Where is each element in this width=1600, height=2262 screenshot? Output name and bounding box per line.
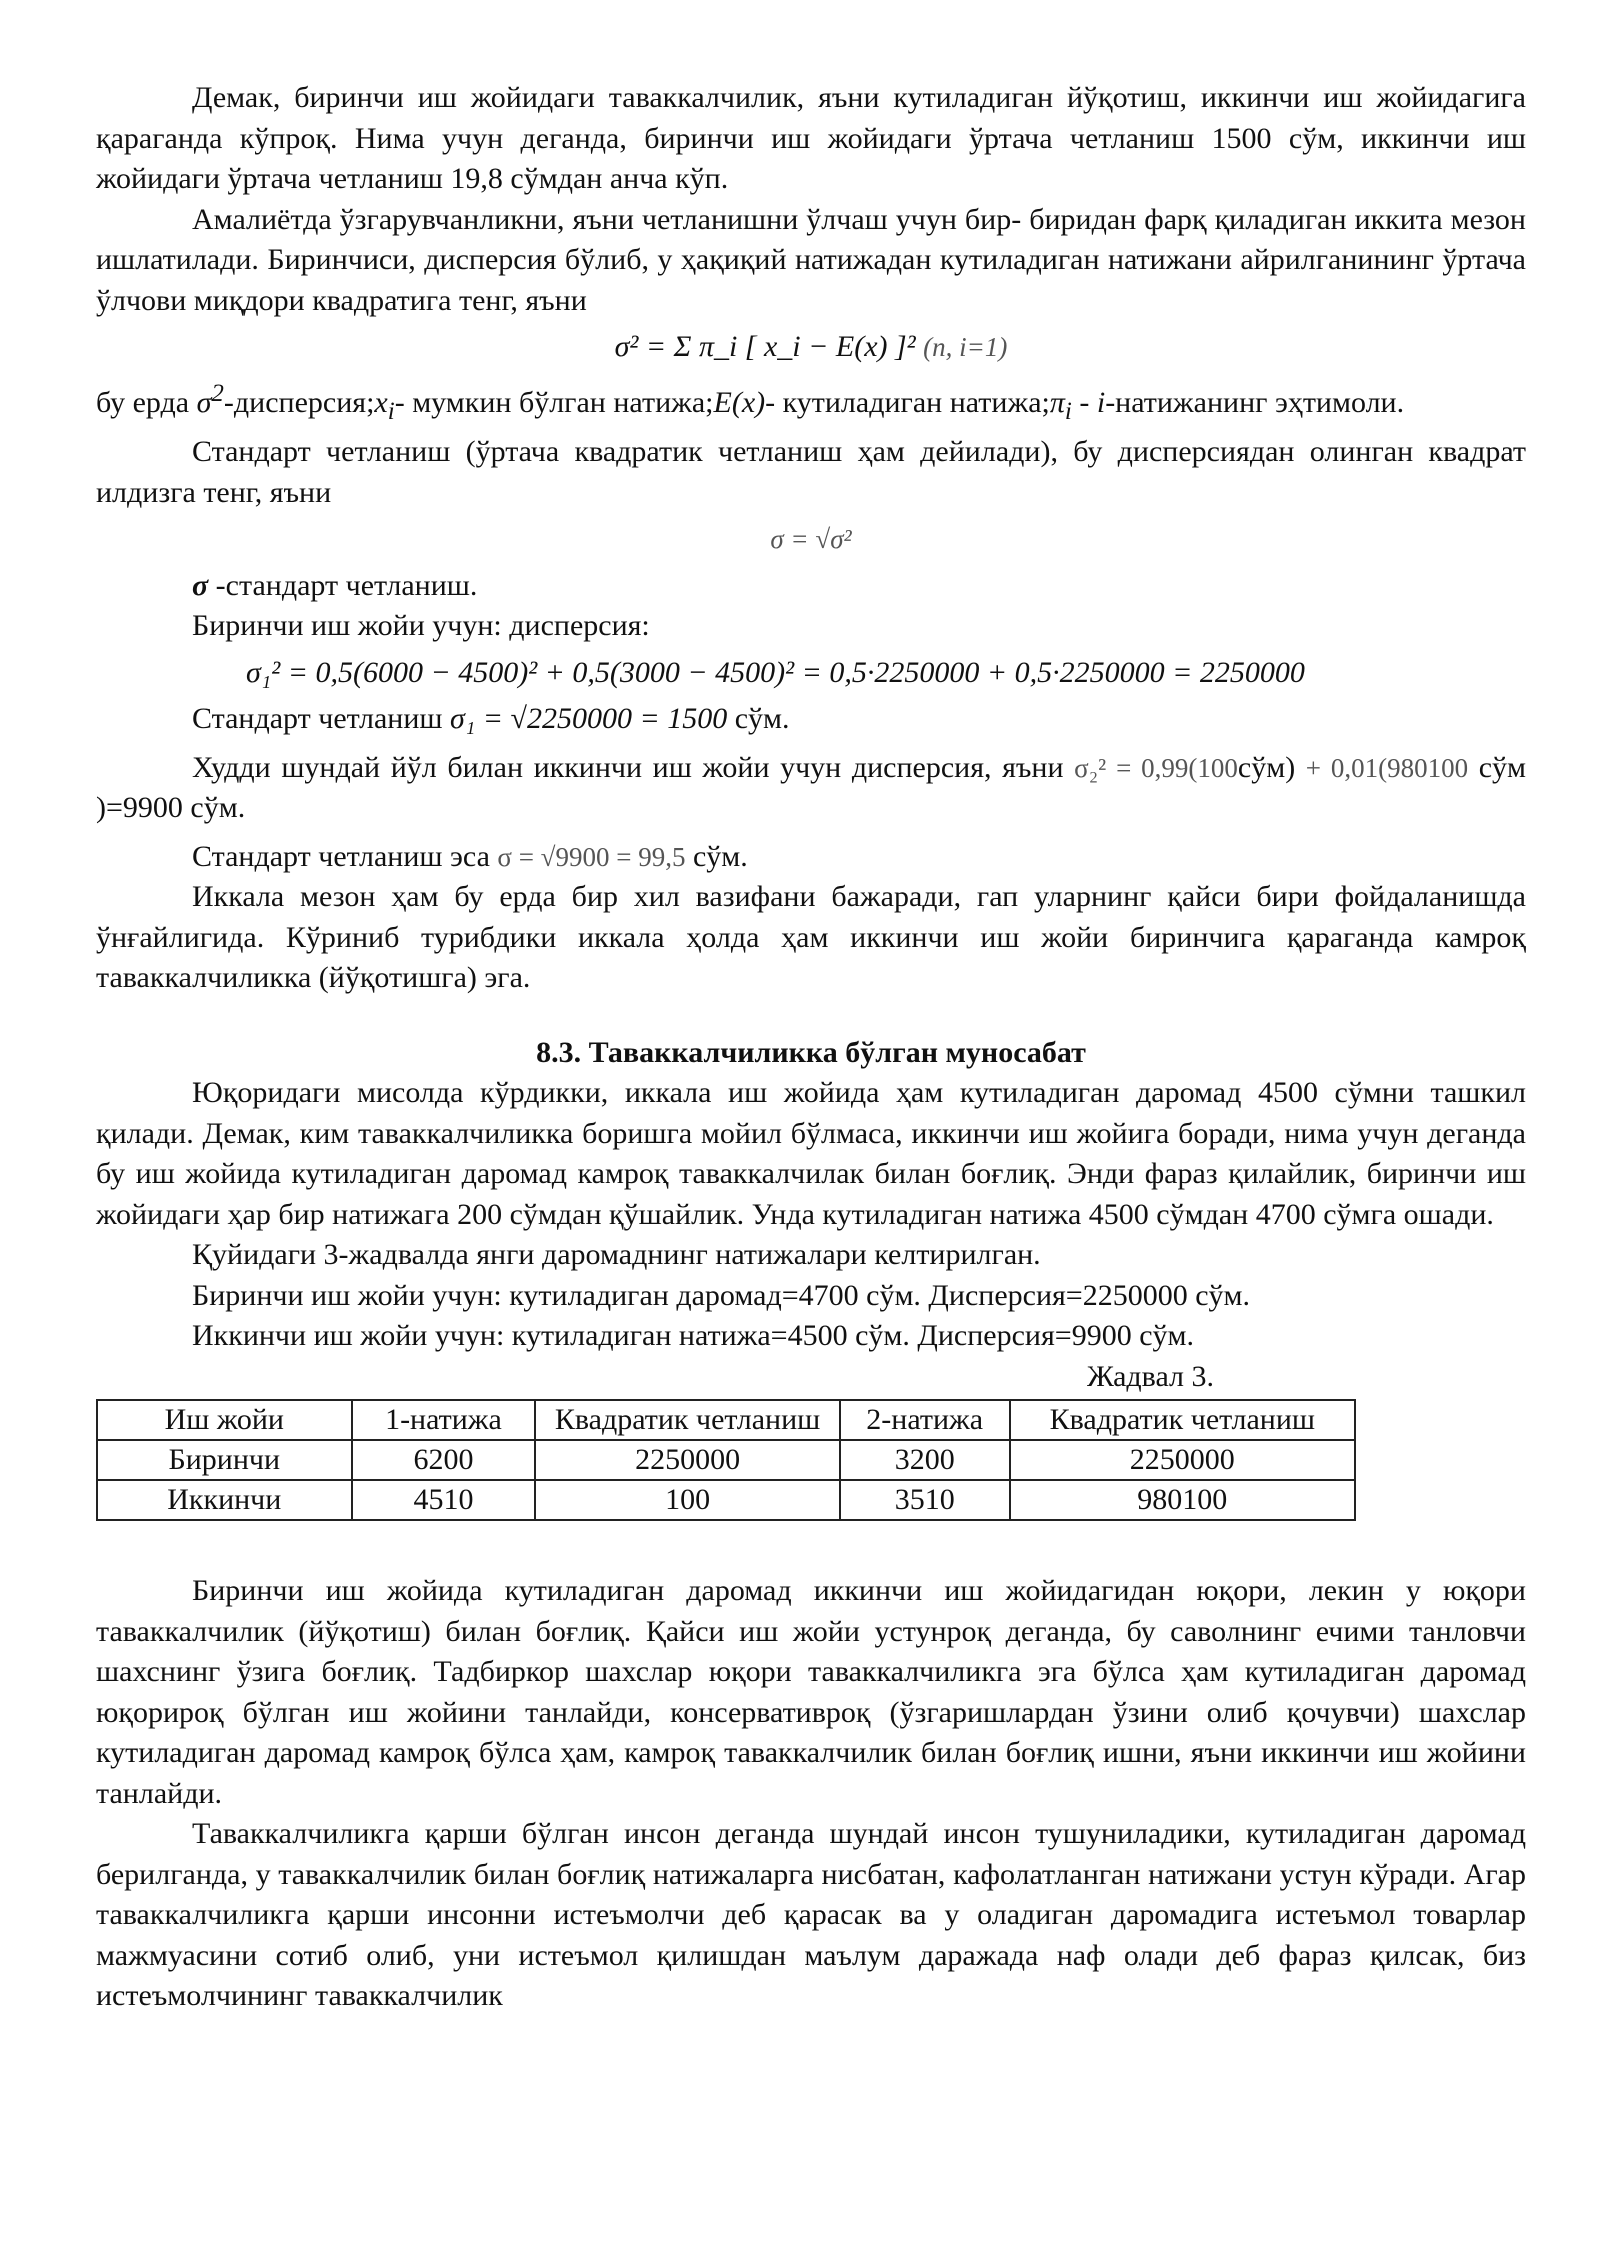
defs-text-4: - кутиладиган натижа;	[765, 385, 1050, 419]
similar-text: Худди шундай йўл билан иккинчи иш жойи учун дисперсия, яъни	[192, 750, 1064, 784]
table-header-cell: 2-натижа	[840, 1400, 1010, 1440]
x-subscript: i	[387, 397, 395, 425]
sigma-char: σ	[196, 385, 212, 419]
table-cell: Иккинчи	[97, 1480, 352, 1520]
document-page	[96, 78, 1526, 2017]
defs-text-3: - мумкин бўлган натижа;	[394, 385, 714, 419]
defs-text-5: -	[1071, 385, 1097, 419]
similar-tail: сўм )=9900 сўм.	[96, 750, 1527, 824]
std1-prefix: Стандарт четланиш	[192, 702, 443, 735]
table-intro-line: Қуйидаги 3-жадвалда янги даромаднинг натижалари келтирилган.	[192, 1238, 1041, 1271]
second-job-summary-line: Иккинчи иш жойи учун: кутиладиган натижа=4500 сўм. Дисперсия=9900 сўм.	[192, 1319, 1194, 1352]
std2-suffix: сўм.	[692, 839, 748, 873]
results-table	[96, 1399, 1356, 1521]
sigma-definition-text: -стандарт четланиш.	[208, 568, 478, 602]
defs-text-1: бу ерда	[96, 385, 190, 419]
paragraph-job-choice: Биринчи иш жойида кутиладиган даромад иккинчи иш жойидагидан юқори, лекин у юқори таваккалчилик (йўқотиш) билан боғлиқ. Қайси иш жойи устунроқ деганда, бу саволнинг ечими танловчи шахснинг ўзига боғлиқ. Тадбиркор шахслар юқори таваккалчиликга эга бўлса ҳам кутиладиган даромад юқорироқ бўлган иш жойини танлайди, консервативроқ (ўзгаришлардан ўзини олиб қочувчи) шахслар кутиладиган даромад камроқ бўлса ҳам, камроқ таваккалчилик билан боғлиқ ишни, яъни иккинчи иш жойини танлайди.	[96, 1574, 1526, 1810]
x-symbol	[374, 385, 395, 425]
table-cell: 4510	[352, 1480, 536, 1520]
table-header-cell: Квадратик четланиш	[535, 1400, 839, 1440]
second-job-std-line	[96, 837, 1526, 878]
pi-subscript: i	[1064, 397, 1072, 425]
section-heading: 8.3. Таваккалчиликка бўлган муносабат	[536, 1035, 1086, 1069]
variance-formula-limits: (n, i=1)	[923, 332, 1008, 362]
paragraph-risk-comparison: Демак, биринчи иш жойидаги таваккалчилик, яъни кутиладиган йўқотиш, иккинчи иш жойидагига қараганда кўпроқ. Нима учун деганда, биринчи иш жойидаги ўртача четланиш 1500 сўм, иккинчи иш жойидаги ўртача четланиш 19,8 сўмдан анча кўп.	[96, 81, 1526, 195]
sigma-exponent: 2	[211, 379, 224, 407]
table-cell: 980100	[1010, 1480, 1355, 1520]
table-cell: Биринчи	[97, 1440, 352, 1480]
table-cell: 6200	[352, 1440, 536, 1480]
sigma-definition-line	[96, 566, 1526, 607]
pi-char: π	[1049, 385, 1065, 419]
sigma-definition-symbol: σ	[192, 568, 209, 602]
pi-symbol	[1049, 385, 1072, 425]
defs-text-6: -натижанинг эҳтимоли.	[1105, 385, 1405, 419]
table-header-cell: Квадратик четланиш	[1010, 1400, 1355, 1440]
first-job-summary-line: Биринчи иш жойи учун: кутиладиган даромад=4700 сўм. Дисперсия=2250000 сўм.	[192, 1278, 1251, 1312]
defs-text-2: -дисперсия;	[223, 385, 375, 419]
std-formula: σ = √σ²	[770, 524, 852, 554]
paragraph-standard-deviation: Стандарт четланиш (ўртача квадратик четланиш ҳам дейилади), бу дисперсиядан олинган квадрат илдизга тенг, яъни	[96, 435, 1526, 509]
table-header-cell: 1-натижа	[352, 1400, 536, 1440]
table-row	[97, 1480, 1355, 1520]
x-char: x	[374, 385, 388, 419]
std2-formula: σ = √9900 = 99,5	[497, 841, 686, 872]
first-job-label: Биринчи иш жойи учун: дисперсия:	[192, 609, 650, 642]
table-header-cell: Иш жойи	[97, 1400, 352, 1440]
similar-formula-1-tail: сўм)	[1237, 750, 1296, 784]
expected-value-symbol: E(x)	[713, 385, 766, 419]
i-symbol: i	[1096, 385, 1106, 419]
table-cell: 3200	[840, 1440, 1010, 1480]
table-cell: 3510	[840, 1480, 1010, 1520]
paragraph-example-income: Юқоридаги мисолда кўрдикки, иккала иш жойида ҳам кутиладиган даромад 4500 сўмни ташкил қилади. Демак, ким таваккалчиликка боришга мойил бўлмаса, иккинчи иш жойига боради, нима учун деганда бу иш жойида кутиладиган даромад камроқ таваккалчилак билан боғлиқ. Энди фараз қилайлик, биринчи иш жойидаги ҳар бир натижага 200 сўмдан қўшайлик. Унда кутиладиган натижа 4500 сўмдан 4700 сўмга ошади.	[96, 1076, 1526, 1231]
table-cell: 2250000	[535, 1440, 839, 1480]
variance-formula-text: σ² = Σ π_i [ x_i − E(x) ]²	[614, 330, 916, 363]
table-cell: 100	[535, 1480, 839, 1520]
table-cell: 2250000	[1010, 1440, 1355, 1480]
similar-formula-1: σ₂² = 0,99(100	[1074, 752, 1238, 783]
first-job-std-line	[96, 699, 1526, 740]
std2-prefix: Стандарт четланиш эса	[192, 839, 490, 873]
second-job-variance-paragraph	[96, 748, 1526, 829]
sum-upper-limit: n	[932, 332, 946, 362]
sum-lower-limit: i=1	[959, 332, 999, 362]
similar-formula-2: + 0,01(980100	[1305, 752, 1469, 783]
first-job-variance-formula: σ₁² = 0,5(6000 − 4500)² + 0,5(3000 − 4500)² = 0,5·2250000 + 0,5·2250000 = 2250000	[246, 655, 1305, 689]
paragraph-risk-averse: Таваккалчиликга қарши бўлган инсон деганда шундай инсон тушуниладики, кутиладиган даромад берилганда, у таваккалчилик билан боғлиқ натижаларга нисбатан, кафолатланган натижани устун кўради. Агар таваккалчиликга қарши инсонни истеъмолчи деб қарасак ва у оладиган даромадига истеъмол товарлар мажмуасини сотиб олиб, уни истеъмол қилишдан маълум даражада наф олади деб фараз қилсак, биз истеъмолчининг таваккалчилик	[96, 1817, 1526, 2012]
table-row	[97, 1440, 1355, 1480]
paragraph-criteria-conclusion: Иккала мезон ҳам бу ерда бир хил вазифани бажаради, гап уларнинг қайси бири фойдаланишда ўнғайлигида. Кўриниб турибдики иккала ҳолда ҳам иккинчи иш жойи биринчига қараганда камроқ таваккалчиликка (йўқотишга) эга.	[96, 880, 1526, 994]
variance-formula	[96, 327, 1526, 368]
table-header-row	[97, 1400, 1355, 1440]
paragraph-variability-criteria: Амалиётда ўзгарувчанликни, яъни четланишни ўлчаш учун бир- биридан фарқ қиладиган иккита мезон ишлатилади. Биринчиси, дисперсия бўлиб, у ҳақиқий натижадан кутиладиган натижани айрилганининг ўртача ўлчови миқдори квадратига тенг, яъни	[96, 202, 1526, 317]
definitions-paragraph	[96, 374, 1526, 433]
std1-suffix: сўм.	[734, 702, 790, 735]
table-caption: Жадвал 3.	[1086, 1359, 1214, 1393]
std1-formula: σ₁ = √2250000 = 1500	[450, 702, 728, 735]
sigma-symbol	[196, 379, 224, 419]
